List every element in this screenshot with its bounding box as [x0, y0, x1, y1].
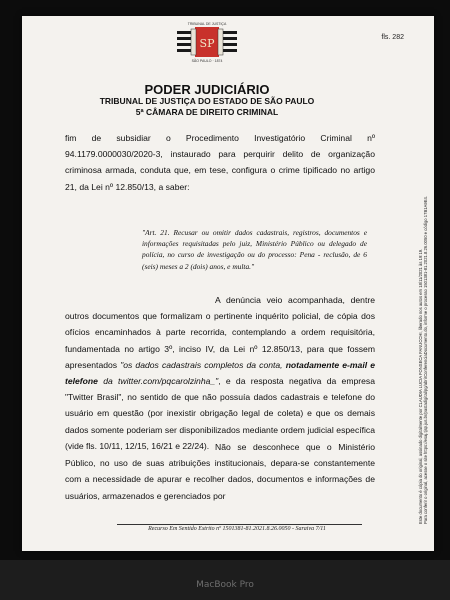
paragraph-2 [65, 292, 375, 454]
side-certification-line-2: Para conferir o original, acesse o site https://esaj.tjsp.jus.br/pastadigital/pg/abrirConferenciaDocumento.do, informe o processo 1501381-81.2021.8.26.0050 e código 17B1A9E4. [423, 196, 428, 524]
document-page [22, 16, 434, 551]
court-crest [172, 22, 242, 84]
crest-bottom-text: SÃO PAULO · 1874 [191, 59, 223, 63]
paragraph-2-italic: "os dados cadastrais completos da conta, [120, 359, 286, 370]
heading-chamber: 5ª CÂMARA DE DIREITO CRIMINAL [135, 107, 279, 117]
footer-reference: Recurso Em Sentido Estrito nº 1501381-81.2021.8.26.0050 - Saraiva 7/11 [148, 526, 326, 532]
paragraph-3: Não se desconhece que o Ministério Público, no uso de suas atribuições institucionais, depara-se constantemente com a necessidade de apurar e recolher dados, documentos e informações de usuários, armazenados e gerenciados por [65, 442, 375, 501]
paragraph-2-bold: notadamente e-mail e telefone [65, 359, 376, 387]
heading-court: TRIBUNAL DE JUSTIÇA DO ESTADO DE SÃO PAULO [99, 96, 315, 106]
paragraph-2-text-b: , e da resposta negativa da empresa "Twitter Brasil", no sentido de que não possuía dados cadastrais e telefone do usuário em questão (por inexistir obrigação legal de coleta) e que os demais dados somente poderiam ser disponibilizados mediante ordem judicial específica (vide fls. 10/11, 12/15, 16/21 e 22/24). [65, 376, 375, 451]
crest-icon [177, 27, 237, 59]
footer-divider [117, 524, 362, 525]
device-label: MacBook Pro [196, 580, 254, 590]
side-certification-line-1: Este documento é cópia do original, assinado digitalmente por CLAUDIA LUCIA FONSECA FANUCCHI, liberado nos autos em 18/11/2021 às 19:19. [418, 248, 423, 524]
side-certification [418, 196, 428, 524]
svg-text:SP: SP [199, 37, 215, 50]
crest-top-text: TRIBUNAL DE JUSTIÇA [187, 22, 227, 26]
paragraph-1: fim de subsidiar o Procedimento Investigatório Criminal nº 94.1179.0000030/2020-3, instaurado para perquirir delito de organização criminosa armada, conduta que, em tese, configura o crime tipificado no artigo 21, da Lei nº 12.850/13, a saber: [65, 133, 375, 192]
page-number: fls. 282 [381, 34, 404, 41]
quoted-article: "Art. 21. Recusar ou omitir dados cadastrais, registros, documentos e informações requisitadas pelo juiz, Ministério Público ou delegado de polícia, no curso de investigação ou do processo: Pena - reclusão, de 6 (seis) meses a 2 (dois) anos, e multa." [142, 228, 367, 271]
paragraph-2-text-a: A denúncia veio acompanhada, dentre outros documentos que formalizam o pertinente inquérito policial, de cópia dos ofícios encaminhados à parte recorrida, contemplando a ordem requisitória, fundamentada no artigo 3º, inciso IV, da Lei nº 12.850/13, para que fossem apresentados [65, 295, 375, 370]
heading-title: PODER JUDICIÁRIO [144, 82, 270, 97]
paragraph-2-italic-2: da twitter.com/pqcarolzinha_" [97, 376, 219, 387]
